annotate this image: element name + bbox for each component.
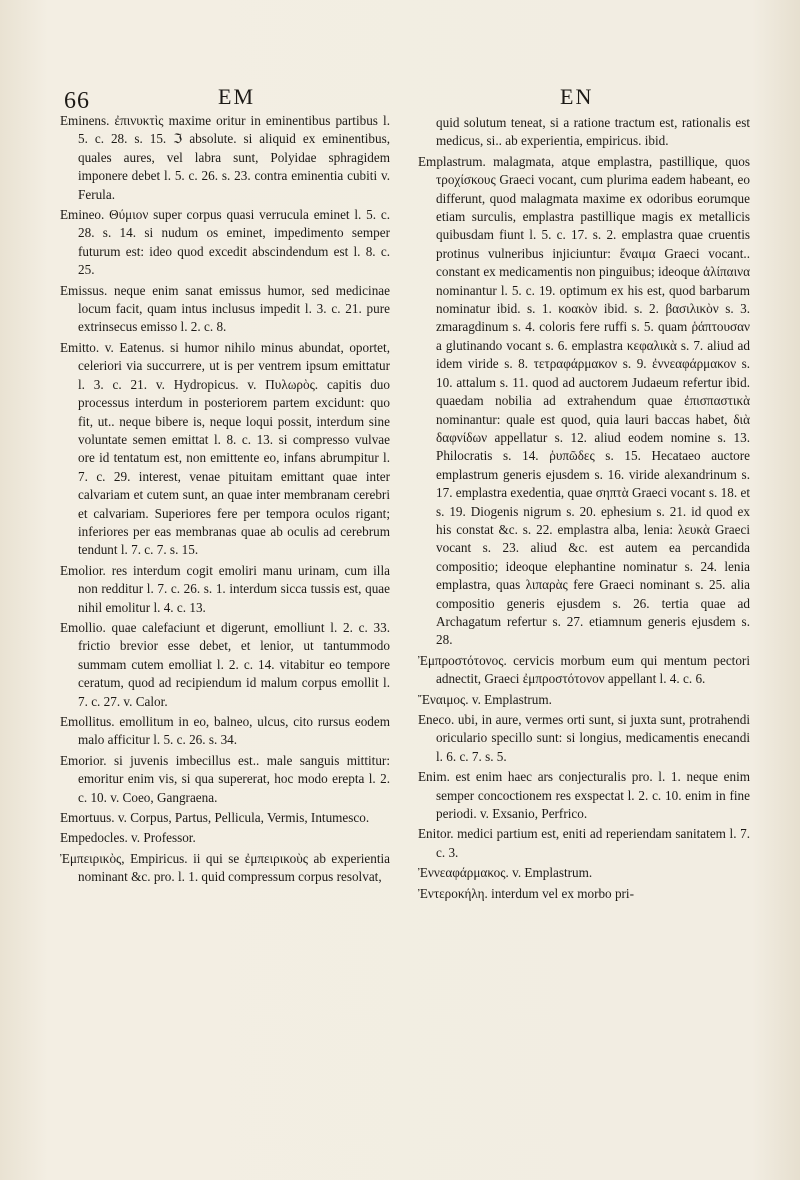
entry [60,282,390,337]
entry [418,691,750,709]
headword: Emitto. [60,339,100,355]
entry [60,112,390,204]
headword: Enim. [418,769,450,785]
headword: Ἐμπειρικὸς, [60,850,125,866]
headword: Ἐντεροκήλη. [418,885,488,901]
headword: Enitor. [418,826,454,842]
entry [60,562,390,617]
headword: Eminens. [60,113,110,128]
headword: Emissus. [60,282,108,298]
entry-text: interdum vel ex morbo pri- [487,885,634,901]
entry [60,713,390,750]
entry-text: ubi, in aure, vermes orti sunt, si juxta sunt, protrahendi oriculario specillo sunt: si longius, medicamentis enecandi l. 6. c. 7. s. 5. [436,712,750,764]
headword: Emolior. [60,562,106,578]
entry [60,829,390,847]
entry-text: emollitum in eo, balneo, ulcus, cito rursus eodem malo afficitur l. 5. c. 26. s. 34. [78,714,390,748]
entry [418,711,750,766]
entry [60,752,390,807]
entry-text: res interdum cogit emoliri manu urinam, cum illa non redditur l. 7. c. 26. s. 1. interdum sicca tussis est, quae nihil emolitur l. 4. c. 13. [78,562,390,615]
entry [60,206,390,280]
entry-text: quid solutum teneat, si a ratione tractum est, rationalis est medicus, si.. ab experientia, empiricus. ibid. [436,115,750,149]
entry-text: v. Emplastrum. [508,865,593,881]
entry-text: Empiricus. ii qui se ἐμπειρικοὺς ab experientia nominant &c. pro. l. 1. quid compressum corpus resolvat, [78,850,390,885]
entry-text: v. Emplastrum. [468,691,552,707]
entry-continuation [418,114,750,151]
entry-text: v. Professor. [127,830,196,846]
running-head-left: EM [218,84,255,109]
headword: Emplastrum. [418,153,486,169]
entry [418,153,750,650]
entry-text: medici partium est, eniti ad reperiendam sanitatem l. 7. c. 3. [436,826,750,860]
entry-text: malagmata, atque emplastra, pastillique, quos τροχίσκους Graeci vocant, cum plurima eadem habeant, eo differunt, quod malagmata maxime ex odoribus eorumque etiam surculis, emplastra pastillique magis ex metallicis quibusdam fiunt l. 5. c. 17. s. 2. emplastra quae cruentis protinus vulneribus injiciuntur: ἔναιμα Graeci vocant.. constant ex medicamentis non pinguibus; ideoque ἀλίπαινα nominantur l. 5. c. 19. optimum ex his est, quod barbarum nominatur ibid. s. 1. κοακὸν ibid. s. 2. βασιλικὸν s. 3. zmaragdinum s. 4. coloris fere ruffi s. 5. quam ῥάπτουσαν a glutinando vocant s. 6. emplastra κεφαλικὰ s. 7. aliud ad idem viride s. 8. τετραφάρμακον s. 9. ἐννεαφάρμακον s. 10. attalum s. 11. quod ad auctorem Judaeum refertur ibid. quaedam nobilia ad extrahendum quae ἐπισπαστικὰ nominantur: quale est quod, quia lauri baccas habet, διὰ δαφνίδων appellatur s. 12. aliud eodem nomine s. 13. Philocratis s. 14. ῥυπῶδες s. 15. Hecataeo auctore emplastrum generis ejusdem s. 16. viride alexandrinum s. 17. emplastra exedentia, quae σηπτὰ Graeci vocant s. 18. et s. 19. Diogenis nigrum s. 20. ephesium s. 21. id quod ex his constat &c. s. 22. emplastra alba, lenia: λευκὰ Graeci vocant s. 23. aliud &c. est autem ea percandida compositio; ideoque elephantine nominatur s. 24. lenia emplastra, quas λιπαρὰς fere Graeci nominant s. 25. alia compositio generis ejusdem s. 26. tertia quae ad Archagatum refertur s. 27. etiamnum generis ejusdem s. 28. [436,153,750,648]
entry-text: cervicis morbum eum qui mentum pectori adnectit, Graeci ἐμπροστότονον appellant l. 4. c. 6. [436,652,750,687]
entry-text: ἐπινυκτὶς maxime oritur in eminentibus partibus l. 5. c. 28. s. 15. ℑ absolute. si aliquid ex eminentibus, quales aures, vel labra sunt, Polyidae sphragidem imponere debet l. 5. c. 26. s. 23. contra eminentia cubiti v. Ferula. [78,113,390,202]
entry [418,768,750,823]
page-number: 66 [64,88,90,114]
entry-text: si juvenis imbecillus est.. male sanguis mittitur: emoritur enim vis, si qua supererat, hoc modo erepta l. 2. c. 10. v. Coeo, Gangraena. [78,752,390,805]
entry [60,850,390,887]
entry-text: est enim haec ars conjecturalis pro. l. 1. neque enim semper concoctionem res exspectat l. 2. c. 10. enim in fine periodi. v. Exsanio, Perfrico. [436,769,750,822]
entry [418,825,750,862]
running-head-right: EN [560,84,594,109]
headword: Emollio. [60,619,106,635]
headword: Ἐμπροστότονος. [418,652,507,668]
left-column [60,112,390,889]
entry [418,885,750,903]
headword: Emollitus. [60,714,115,729]
right-column [418,114,750,905]
entry-text: v. Eatenus. si humor nihilo minus abundat, oportet, celeriori via succurrere, ut is per ventrem ipsum emittatur l. 3. c. 21. v. Hydropicus. v. Πυλωρὸς. capitis duo processus interdum in posteriorem partem excidunt: quo fit, ut.. neque bibere is, neque loqui possit, interdum sine voluntate semen emittat l. 8. c. 13. si compresso vulvae ore id tentatum est, non emittente eo, infans abrumpitur l. 7. c. 29. interest, venae pituitam emittant quae inter calvariam et cutem sunt, an quae inter membranam cerebri et calvariam. Superiores fere per tempora oculos rigant; inferiores per eas membranas quae ab oculis ad cerebrum tendunt l. 7. c. 7. s. 15. [78,339,390,558]
entry-text: v. Corpus, Partus, Pellicula, Vermis, Intumesco. [114,810,370,826]
entry [60,339,390,560]
entry-text: neque enim sanat emissus humor, sed medicinae locum facit, quam intus inclusus impedit l. 3. c. 21. pure extrinsecus emisso l. 2. c. 8. [78,282,390,335]
entry [418,864,750,882]
headword: Eneco. [418,712,455,727]
headword: Emineo. [60,207,105,223]
entry [418,652,750,689]
headword: Empedocles. [60,830,128,846]
entry [60,619,390,711]
headword: Ἔναιμος. [418,691,469,707]
headword: Emortuus. [60,810,115,826]
entry-text: Θύμιον super corpus quasi verrucula eminet l. 5. c. 28. s. 14. si nudum os eminet, impedimento semper futurum est: ideo quod excedit abscindendum est l. 8. c. 25. [78,207,390,278]
headword: Ἐννεαφάρμακος. [418,865,509,881]
headword: Emorior. [60,752,107,768]
entry-text: quae calefaciunt et digerunt, emolliunt l. 2. c. 33. frictio brevior esse debet, et lenior, ut tantummodo summam cutem emolliat l. 2. c. 14. vitabitur eo tempore ceratum, quod ad recipiendum id malum corpus emollit l. 7. c. 27. v. Calor. [78,619,390,709]
entry [60,809,390,827]
